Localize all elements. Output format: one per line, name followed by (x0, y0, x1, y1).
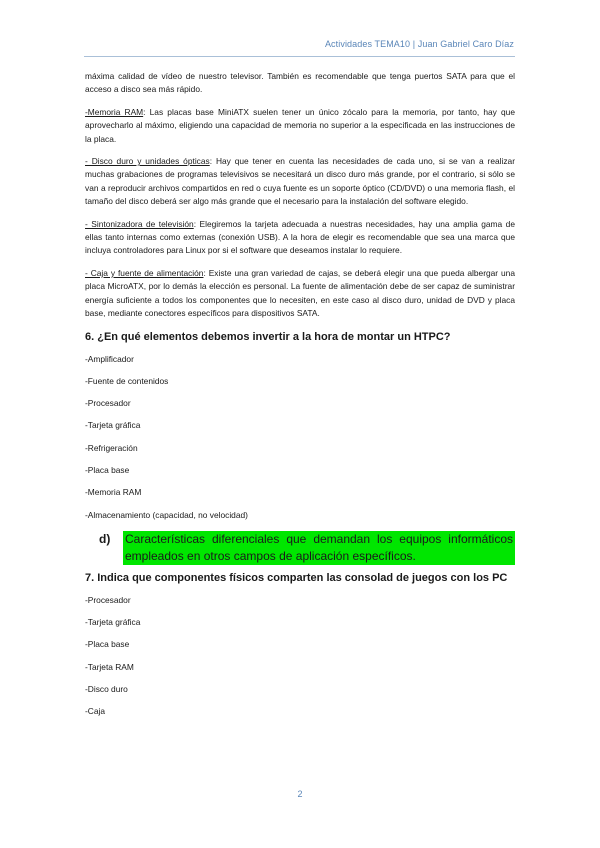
page-number: 2 (297, 789, 303, 799)
list-item: -Almacenamiento (capacidad, no velocidad) (85, 509, 248, 520)
list-item: -Tarjeta RAM (85, 661, 134, 672)
list-item: -Tarjeta gráfica (85, 617, 141, 628)
term-sintonizadora: - Sintonizadora de televisión (85, 218, 194, 229)
list-item: -Fuente de contenidos (85, 375, 169, 386)
paragraph-caja-fuente: - Caja y fuente de alimentación: Existe una gran variedad de cajas, se deberá elegir una que pueda albergar una placa MicroATX, por lo demás la elección es personal. La fuente de alimentación debe de ser capaz de suministrar energía suficiente a todos los componentes que lo necesiten, en este caso al disco duro, unidad de DVD y placa base, mediante conectores específicos para dispositivos SATA. (85, 267, 515, 319)
question-7-heading: 7. Indica que componentes físicos comparten las consolad de juegos con los PC (85, 571, 508, 584)
list-item: -Caja (85, 706, 106, 717)
list-item: -Procesador (85, 594, 131, 605)
list-item: -Tarjeta gráfica (85, 420, 141, 431)
paragraph-sintonizadora: - Sintonizadora de televisión: Elegiremos la tarjeta adecuada a nuestras necesidades, hay una amplia gama de ellas tanto internas como externas (conexión USB). A la hora de elegir es recomendable que sea una marca que incluya controladores para Linux por si el software que deseamos instalar lo requiere. (85, 218, 515, 256)
question-6-heading: 6. ¿En qué elementos debemos invertir a la hora de montar un HTPC? (85, 330, 451, 343)
list-item: -Disco duro (85, 684, 128, 695)
list-item: -Memoria RAM (85, 487, 142, 498)
list-item: -Amplificador (85, 353, 134, 364)
section-letter: d) (99, 531, 111, 546)
list-item: -Procesador (85, 398, 131, 409)
list-item: -Placa base (85, 464, 130, 475)
list-item: -Refrigeración (85, 442, 138, 453)
list-item: -Placa base (85, 639, 130, 650)
term-disco-duro: - Disco duro y unidades ópticas (85, 156, 210, 167)
question-7-list (85, 594, 515, 719)
page-header: Actividades TEMA10 | Juan Gabriel Caro Díaz (324, 39, 514, 49)
page-content (85, 70, 515, 728)
term-caja-fuente: - Caja y fuente de alimentación (85, 267, 204, 278)
paragraph-video-sata: máxima calidad de vídeo de nuestro televisor. También es recomendable que tenga puertos SATA para que el acceso a disco sea más rápido. (85, 71, 515, 95)
section-title-highlighted: Características diferenciales que demandan los equipos informáticos empleados en otros campos de aplicación específicos. (125, 531, 513, 563)
header-rule (84, 56, 515, 57)
paragraph-disco-duro: - Disco duro y unidades ópticas: Hay que tener en cuenta las necesidades de cada uno, si se van a realizar muchas grabaciones de programas televisivos se necesitará un disco duro más grande, por el contrario, si sólo se van a reproducir archivos compartidos en red o cuya fuente es un soporte óptico (CD/DVD) o una memoria flash, el tamaño del disco deberá ser algo más grande que el necesario para la instalación del software elegido. (85, 156, 515, 207)
question-6-list (85, 353, 515, 522)
term-memoria-ram: -Memoria RAM (85, 106, 144, 117)
paragraph-memoria-ram: -Memoria RAM: Las placas base MiniATX suelen tener un único zócalo para la memoria, por tanto, hay que aprovecharlo al máximo, eligiendo una capacidad de memoria no superior a la especificada en las instrucciones de la placa. (85, 106, 515, 144)
section-d-heading (85, 531, 515, 565)
